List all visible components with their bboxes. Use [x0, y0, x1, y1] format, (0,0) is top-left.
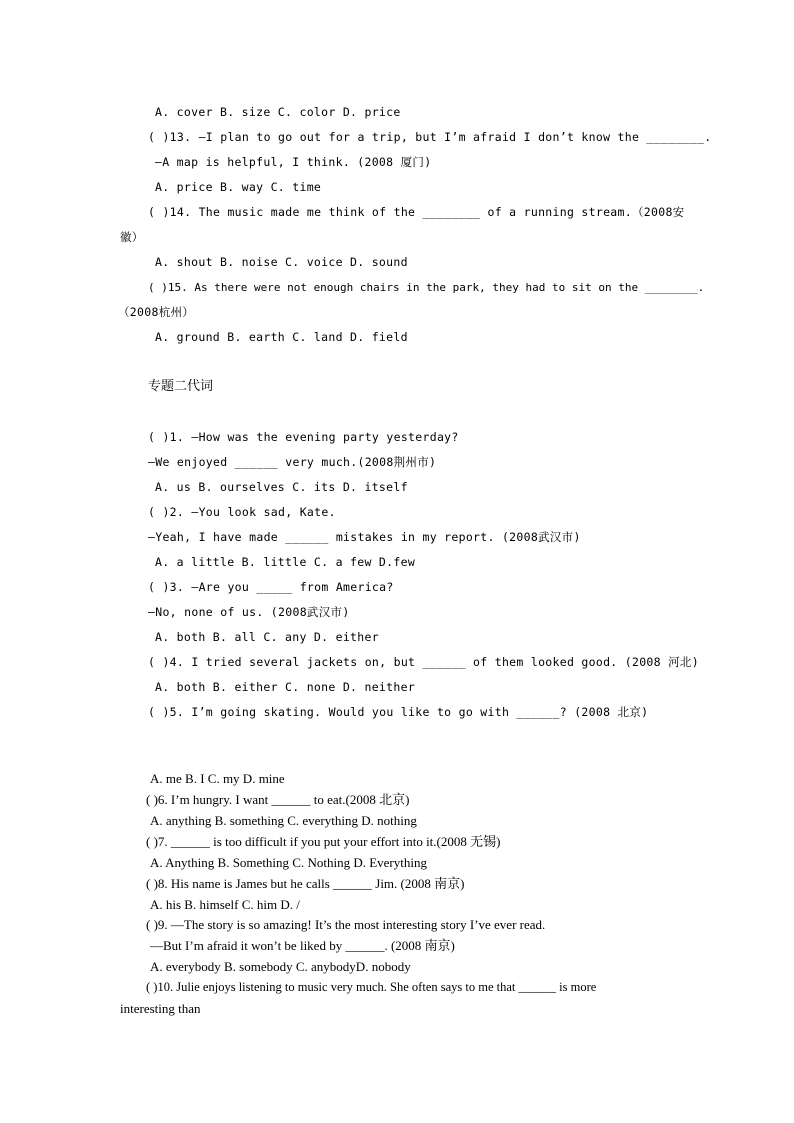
question-4: ( )4. I tried several jackets on, but ______ of them looked good. (2008 河北): [148, 655, 699, 669]
answer-options-line: A. a little B. little C. a few D.few: [155, 555, 416, 569]
question-15-continued: （2008杭州）: [118, 305, 195, 319]
question-15: ( )15. As there were not enough chairs in the park, they had to sit on the ________.: [148, 281, 705, 294]
question-8: ( )8. His name is James but he calls ______ Jim. (2008 南京): [146, 876, 465, 891]
answer-options-line: A. both B. all C. any D. either: [155, 630, 379, 644]
section-title: 专题二代词: [148, 379, 214, 394]
answer-options-line: A. both B. either C. none D. neither: [155, 680, 416, 694]
dialogue-line: —No, none of us. (2008武汉市): [148, 605, 350, 619]
dialogue-line: —Yeah, I have made ______ mistakes in my report. (2008武汉市): [148, 530, 581, 544]
answer-options-line: A. his B. himself C. him D. /: [150, 897, 300, 912]
dialogue-line: —But I’m afraid it won’t be liked by ______. (2008 南京): [150, 938, 455, 953]
answer-options-line: A. price B. way C. time: [155, 180, 322, 194]
question-1: ( )1. —How was the evening party yesterday?: [148, 430, 459, 444]
question-14: ( )14. The music made me think of the ________ of a running stream.（2008安: [148, 205, 685, 219]
answer-options-line: A. shout B. noise C. voice D. sound: [155, 255, 408, 269]
question-10-continued: interesting than: [120, 1001, 201, 1016]
answer-options-line: A. cover B. size C. color D. price: [155, 105, 401, 119]
answer-options-line: A. me B. I C. my D. mine: [150, 771, 285, 786]
question-6: ( )6. I’m hungry. I want ______ to eat.(2008 北京): [146, 792, 410, 807]
question-10: ( )10. Julie enjoys listening to music very much. She often says to me that ______ is more: [146, 980, 597, 994]
dialogue-line: —We enjoyed ______ very much.(2008荆州市): [148, 455, 437, 469]
answer-options-line: A. us B. ourselves C. its D. itself: [155, 480, 408, 494]
answer-options-line: A. everybody B. somebody C. anybodyD. nobody: [150, 959, 411, 974]
question-13: ( )13. —I plan to go out for a trip, but I’m afraid I don’t know the ________.: [148, 130, 712, 144]
answer-options-line: A. ground B. earth C. land D. field: [155, 330, 408, 344]
question-14-continued: 徽）: [120, 230, 144, 244]
question-2: ( )2. —You look sad, Kate.: [148, 505, 336, 519]
answer-options-line: A. anything B. something C. everything D. nothing: [150, 813, 417, 828]
answer-options-line: A. Anything B. Something C. Nothing D. Everything: [150, 855, 427, 870]
question-9: ( )9. —The story is so amazing! It’s the most interesting story I’ve ever read.: [146, 917, 546, 932]
question-5: ( )5. I’m going skating. Would you like to go with ______? (2008 北京): [148, 705, 649, 719]
dialogue-line: —A map is helpful, I think. (2008 厦门): [155, 155, 432, 169]
question-7: ( )7. ______ is too difficult if you put your effort into it.(2008 无锡): [146, 834, 501, 849]
question-3: ( )3. —Are you _____ from America?: [148, 580, 394, 594]
